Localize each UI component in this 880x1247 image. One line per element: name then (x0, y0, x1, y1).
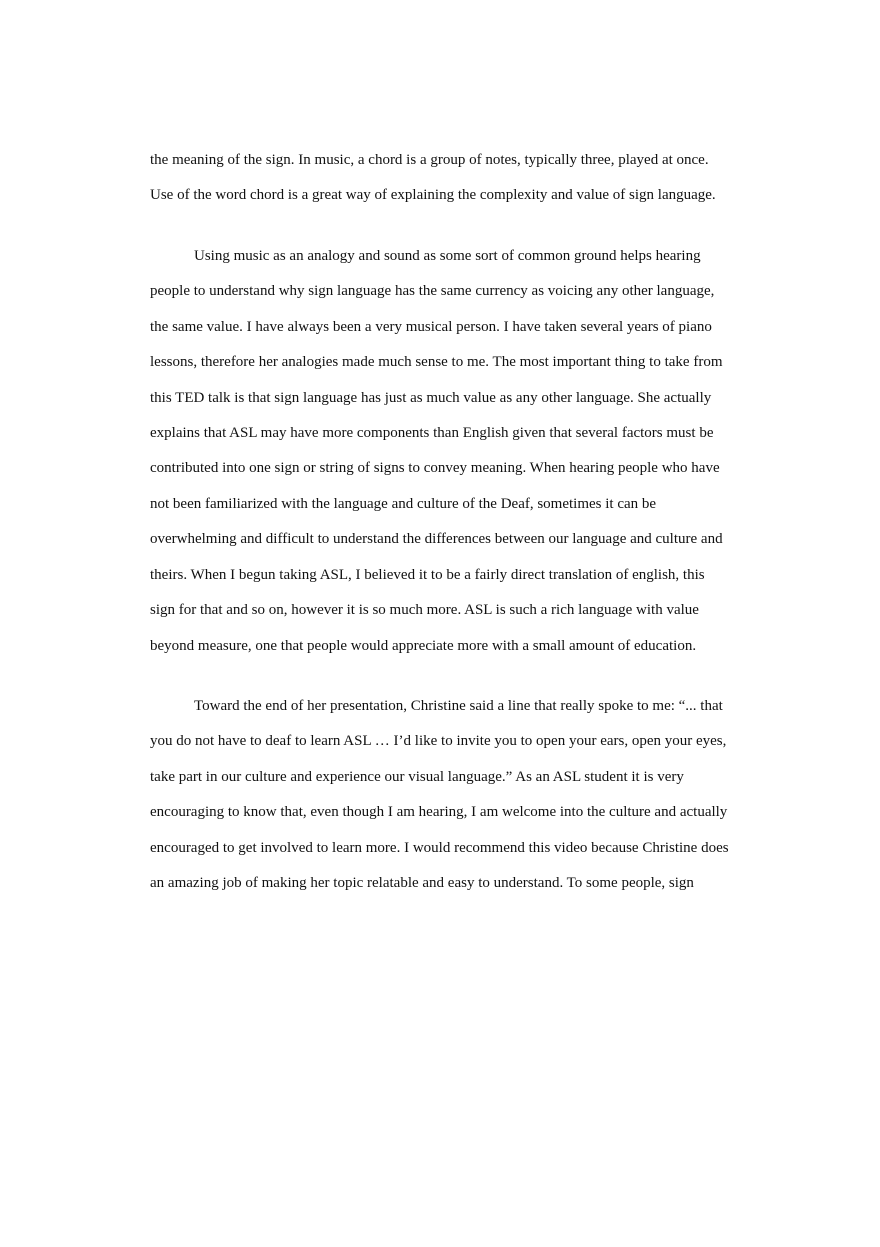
text-line: Use of the word chord is a great way of explaining the complexity and value of sign language. (150, 187, 716, 203)
text-line: take part in our culture and experience our visual language.” As an ASL student it is very (150, 769, 684, 785)
text-line: the same value. I have always been a very musical person. I have taken several years of piano (150, 319, 712, 335)
text-line: encouraging to know that, even though I am hearing, I am welcome into the culture and actually (150, 804, 728, 820)
text-line: lessons, therefore her analogies made much sense to me. The most important thing to take from (150, 354, 723, 370)
text-line: the meaning of the sign. In music, a chord is a group of notes, typically three, played at once. (150, 152, 709, 168)
text-line: sign for that and so on, however it is so much more. ASL is such a rich language with value (150, 602, 699, 618)
text-line: this TED talk is that sign language has just as much value as any other language. She actually (150, 390, 712, 406)
text-line: you do not have to deaf to learn ASL … I’d like to invite you to open your ears, open your eyes, (150, 733, 727, 749)
text-line: encouraged to get involved to learn more. I would recommend this video because Christine does (150, 840, 729, 856)
text-line: contributed into one sign or string of signs to convey meaning. When hearing people who have (150, 460, 720, 476)
text-line: an amazing job of making her topic relatable and easy to understand. To some people, sign (150, 875, 694, 891)
text-line: Using music as an analogy and sound as some sort of common ground helps hearing (194, 248, 701, 264)
text-line: explains that ASL may have more components than English given that several factors must be (150, 425, 714, 441)
text-line: people to understand why sign language has the same currency as voicing any other language, (150, 283, 715, 299)
text-line: overwhelming and difficult to understand the differences between our language and culture and (150, 531, 723, 547)
text-line: not been familiarized with the language and culture of the Deaf, sometimes it can be (150, 496, 657, 512)
text-line: theirs. When I begun taking ASL, I believed it to be a fairly direct translation of english, this (150, 567, 705, 583)
text-line: Toward the end of her presentation, Christine said a line that really spoke to me: “... that (194, 698, 723, 714)
text-line: beyond measure, one that people would appreciate more with a small amount of education. (150, 638, 697, 654)
